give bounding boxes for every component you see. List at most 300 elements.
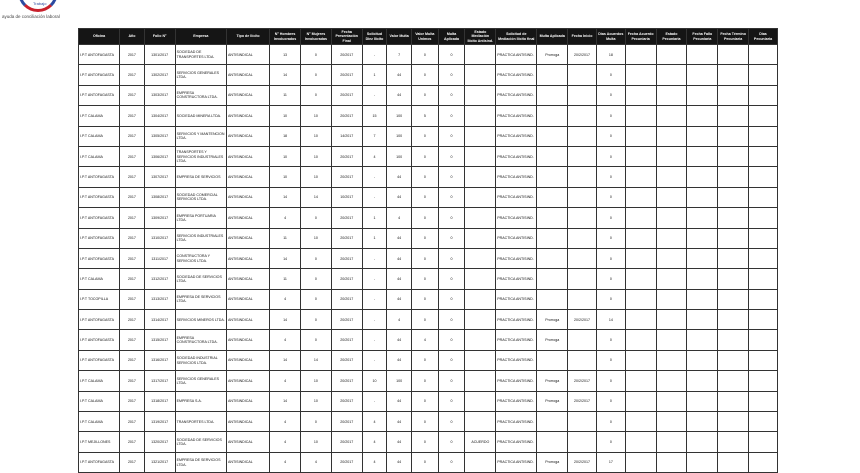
table-cell: PRACTICA ANTISIND. <box>496 432 537 452</box>
table-cell: 0 <box>300 289 331 309</box>
table-cell: ANTISINDICAL <box>226 452 269 472</box>
table-cell <box>718 248 749 268</box>
table-cell <box>625 432 656 452</box>
table-cell: 0 <box>411 391 438 411</box>
table-cell: 1314/2017 <box>144 310 175 330</box>
table-cell: I.P.T CALAMA <box>79 146 120 166</box>
table-cell: ACUERDO <box>465 432 496 452</box>
table-cell: 1308/2017 <box>144 187 175 207</box>
table-cell <box>749 269 778 289</box>
table-cell: PRACTICA ANTISIND. <box>496 65 537 85</box>
table-cell <box>749 45 778 65</box>
table-cell <box>687 371 718 391</box>
table-cell <box>465 330 496 350</box>
table-cell <box>625 146 656 166</box>
table-cell <box>465 45 496 65</box>
table-cell <box>718 45 749 65</box>
table-cell <box>749 289 778 309</box>
table-cell: 0 <box>411 45 438 65</box>
table-cell <box>465 208 496 228</box>
table-cell: 7 <box>387 45 412 65</box>
table-cell: EMPRESA PORTUARIA LTDA. <box>175 208 226 228</box>
table-cell: 44 <box>387 269 412 289</box>
table-cell: 4 <box>270 452 301 472</box>
table-cell <box>718 391 749 411</box>
table-row <box>79 310 778 330</box>
table-cell: 1 <box>362 65 387 85</box>
table-cell: - <box>362 269 387 289</box>
table-cell <box>537 248 568 268</box>
table-cell: 0 <box>411 126 438 146</box>
table-cell: PRACTICA ANTISIND. <box>496 330 537 350</box>
table-cell: 20/2017 <box>331 167 362 187</box>
table-cell: 20/2017 <box>331 65 362 85</box>
table-cell: 0 <box>411 208 438 228</box>
table-cell: SOCIEDAD DE SERVICIOS LTDA. <box>175 432 226 452</box>
table-cell <box>687 106 718 126</box>
table-cell: 0 <box>438 208 465 228</box>
table-cell: 0 <box>596 228 625 248</box>
table-cell: 0 <box>596 65 625 85</box>
table-cell: 14 <box>300 187 331 207</box>
table-cell <box>718 106 749 126</box>
table-cell <box>465 371 496 391</box>
column-header: Tipo de Ilícito <box>226 29 269 45</box>
table-cell: 0 <box>596 126 625 146</box>
table-cell: ANTISINDICAL <box>226 146 269 166</box>
table-cell: 11 <box>270 228 301 248</box>
table-cell: 0 <box>411 289 438 309</box>
table-cell <box>656 350 687 370</box>
table-cell: 2017 <box>120 106 145 126</box>
table-row <box>79 146 778 166</box>
table-cell: 20/2017 <box>331 269 362 289</box>
column-header: Empresa <box>175 29 226 45</box>
table-cell <box>568 289 597 309</box>
table-cell: PRACTICA ANTISIND. <box>496 248 537 268</box>
table-cell: 44 <box>387 350 412 370</box>
table-cell: ANTISINDICAL <box>226 330 269 350</box>
table-cell: PRACTICA ANTISIND. <box>496 412 537 432</box>
table-cell: 0 <box>596 371 625 391</box>
table-cell: 20/2/2017 <box>568 452 597 472</box>
table-cell <box>537 126 568 146</box>
table-cell: 44 <box>387 289 412 309</box>
table-cell <box>687 310 718 330</box>
table-cell <box>718 289 749 309</box>
table-cell: ANTISINDICAL <box>226 391 269 411</box>
table-cell: PRACTICA ANTISIND. <box>496 350 537 370</box>
table-cell: 18 <box>596 45 625 65</box>
column-header: Fecha Inicio <box>568 29 597 45</box>
table-cell <box>465 106 496 126</box>
table-cell <box>687 228 718 248</box>
table-cell: 2017 <box>120 412 145 432</box>
table-cell <box>625 208 656 228</box>
table-row <box>79 228 778 248</box>
table-cell: 0 <box>438 350 465 370</box>
table-row <box>79 350 778 370</box>
table-cell: 1 <box>362 208 387 228</box>
table-cell: 20/2017 <box>331 248 362 268</box>
table-cell: 0 <box>438 65 465 85</box>
table-cell: I.P.T CALAMA <box>79 391 120 411</box>
table-cell: 4 <box>270 208 301 228</box>
table-cell <box>537 167 568 187</box>
table-cell: - <box>362 248 387 268</box>
table-cell <box>656 310 687 330</box>
table-cell: - <box>362 187 387 207</box>
table-cell: 0 <box>300 269 331 289</box>
table-row <box>79 106 778 126</box>
logo <box>14 0 74 14</box>
table-cell: 2017 <box>120 146 145 166</box>
column-header: Valor Multa Unimos <box>411 29 438 45</box>
table-cell: PRACTICA ANTISIND. <box>496 126 537 146</box>
table-cell: 4 <box>411 330 438 350</box>
table-row <box>79 126 778 146</box>
table-cell: 0 <box>438 289 465 309</box>
table-cell <box>465 85 496 105</box>
table-row <box>79 330 778 350</box>
table-cell: SERVICIOS MINEROS LTDA. <box>175 310 226 330</box>
table-cell: - <box>362 350 387 370</box>
table-row <box>79 452 778 472</box>
table-cell: 10 <box>300 371 331 391</box>
table-cell <box>687 452 718 472</box>
table-cell: ANTISINDICAL <box>226 126 269 146</box>
table-cell <box>465 391 496 411</box>
table-cell: 0 <box>438 310 465 330</box>
table-cell: 0 <box>596 167 625 187</box>
table-cell: 1310/2017 <box>144 228 175 248</box>
column-header: Oficina <box>79 29 120 45</box>
table-cell <box>718 412 749 432</box>
table-cell <box>749 432 778 452</box>
table-cell: 1312/2017 <box>144 269 175 289</box>
table-cell: 0 <box>300 45 331 65</box>
table-cell: - <box>362 289 387 309</box>
table-cell: PRACTICA ANTISIND. <box>496 310 537 330</box>
table-cell <box>625 452 656 472</box>
table-cell <box>625 85 656 105</box>
table-cell <box>568 167 597 187</box>
table-cell: 1318/2017 <box>144 391 175 411</box>
table-cell: - <box>362 310 387 330</box>
table-cell: 20/2017 <box>331 106 362 126</box>
table-cell: 20/2017 <box>331 412 362 432</box>
table-cell <box>465 310 496 330</box>
table-cell <box>718 432 749 452</box>
table-cell: 1306/2017 <box>144 146 175 166</box>
table-cell: 1305/2017 <box>144 126 175 146</box>
table-cell <box>656 452 687 472</box>
table-cell: 1303/2017 <box>144 85 175 105</box>
table-cell: 10/2017 <box>331 187 362 207</box>
table-cell: 0 <box>438 187 465 207</box>
table-cell <box>625 65 656 85</box>
table-cell <box>687 65 718 85</box>
table-cell: 0 <box>438 85 465 105</box>
table-cell: 0 <box>411 269 438 289</box>
table-cell: ANTISINDICAL <box>226 248 269 268</box>
table-cell <box>656 330 687 350</box>
table-cell: 7 <box>362 126 387 146</box>
table-cell: 0 <box>596 391 625 411</box>
table-cell: ANTISINDICAL <box>226 65 269 85</box>
table-cell <box>687 208 718 228</box>
table-cell: I.P.T ANTOFAGASTA <box>79 85 120 105</box>
table-cell: Prorroga <box>537 45 568 65</box>
table-cell: 1316/2017 <box>144 350 175 370</box>
table-cell: 1320/2017 <box>144 432 175 452</box>
table-cell: 0 <box>596 106 625 126</box>
table-cell: ANTISINDICAL <box>226 45 269 65</box>
table-cell <box>749 330 778 350</box>
table-cell: 44 <box>387 248 412 268</box>
table-cell: I.P.T ANTOFAGASTA <box>79 208 120 228</box>
table-cell: 1311/2017 <box>144 248 175 268</box>
table-cell: 2017 <box>120 371 145 391</box>
table-cell: 0 <box>411 146 438 166</box>
table-cell <box>568 106 597 126</box>
table-cell <box>656 371 687 391</box>
table-cell: PRACTICA ANTISIND. <box>496 85 537 105</box>
table-cell <box>465 248 496 268</box>
table-cell: 1319/2017 <box>144 412 175 432</box>
table-cell <box>656 187 687 207</box>
table-cell: 4 <box>362 432 387 452</box>
table-cell: PRACTICA ANTISIND. <box>496 208 537 228</box>
table-cell: 4 <box>362 146 387 166</box>
table-cell: SERVICIOS GENERALES LTDA. <box>175 65 226 85</box>
table-cell <box>687 45 718 65</box>
table-cell: 4 <box>270 412 301 432</box>
table-cell <box>568 146 597 166</box>
table-cell: 0 <box>438 412 465 432</box>
column-header: Valor Multa <box>387 29 412 45</box>
table-cell: 2017 <box>120 45 145 65</box>
table-cell: 1317/2017 <box>144 371 175 391</box>
table-cell: 10 <box>300 126 331 146</box>
table-cell <box>656 228 687 248</box>
column-header: Solicitud de Mediación Ilícito final <box>496 29 537 45</box>
table-cell: 0 <box>438 371 465 391</box>
table-cell: 0 <box>596 146 625 166</box>
table-cell: PRACTICA ANTISIND. <box>496 106 537 126</box>
table-cell <box>687 187 718 207</box>
table-cell: 14 <box>270 187 301 207</box>
table-cell: 10 <box>270 146 301 166</box>
table-cell: - <box>362 330 387 350</box>
table-cell: ANTISINDICAL <box>226 432 269 452</box>
table-cell <box>656 208 687 228</box>
table-cell: EMPRESA CONSTRUCTORA LTDA. <box>175 85 226 105</box>
table-cell: PRACTICA ANTISIND. <box>496 289 537 309</box>
table-row <box>79 289 778 309</box>
table-cell: 10 <box>300 228 331 248</box>
table-cell <box>687 146 718 166</box>
table-cell: 4 <box>300 452 331 472</box>
table-cell: 14 <box>270 248 301 268</box>
table-cell: 14 <box>270 391 301 411</box>
table-cell <box>465 228 496 248</box>
table-cell: 0 <box>300 330 331 350</box>
table-cell <box>465 167 496 187</box>
table-cell <box>625 228 656 248</box>
table-cell <box>625 126 656 146</box>
table-cell: 4 <box>270 289 301 309</box>
table-cell: 1309/2017 <box>144 208 175 228</box>
table-cell: 14/2017 <box>331 126 362 146</box>
table-cell: I.P.T TOCOPILLA <box>79 289 120 309</box>
table-cell: 15 <box>362 106 387 126</box>
table-cell: I.P.T CALAMA <box>79 412 120 432</box>
table-cell <box>537 289 568 309</box>
table-cell: 0 <box>438 330 465 350</box>
table-cell <box>625 330 656 350</box>
table-cell: 10 <box>362 371 387 391</box>
table-cell: 0 <box>596 289 625 309</box>
table-cell <box>568 65 597 85</box>
column-header: Estado Pecuniaria <box>656 29 687 45</box>
table-cell: 2017 <box>120 65 145 85</box>
table-cell: 5 <box>411 106 438 126</box>
table-cell <box>625 187 656 207</box>
table-cell: 20/2/2017 <box>568 310 597 330</box>
table-cell: I.P.T CALAMA <box>79 371 120 391</box>
table-cell: 4 <box>270 371 301 391</box>
table-cell: ANTISINDICAL <box>226 269 269 289</box>
table-row <box>79 248 778 268</box>
table-cell: 1313/2017 <box>144 289 175 309</box>
table-cell: 20/2/2017 <box>568 391 597 411</box>
table-cell <box>656 412 687 432</box>
table-cell: 2017 <box>120 126 145 146</box>
table-cell: SOCIEDAD INDUSTRIAL SERVICIOS LTDA. <box>175 350 226 370</box>
table-cell: 20/2017 <box>331 330 362 350</box>
table-cell: 44 <box>387 167 412 187</box>
table-cell <box>687 248 718 268</box>
table-cell: 0 <box>438 146 465 166</box>
table-row <box>79 45 778 65</box>
table-cell <box>718 65 749 85</box>
table-cell <box>625 371 656 391</box>
table-cell: 100 <box>387 146 412 166</box>
table-cell: 0 <box>438 452 465 472</box>
table-cell <box>749 371 778 391</box>
table-cell <box>687 330 718 350</box>
table-cell: 44 <box>387 65 412 85</box>
table-row <box>79 187 778 207</box>
table-cell: 100 <box>387 106 412 126</box>
table-cell <box>687 391 718 411</box>
table-cell: - <box>362 85 387 105</box>
table-cell: 10 <box>300 167 331 187</box>
table-cell <box>465 412 496 432</box>
table-cell: ANTISINDICAL <box>226 187 269 207</box>
table-cell: ANTISINDICAL <box>226 167 269 187</box>
column-header: Días Pecuniaria <box>749 29 778 45</box>
table-cell <box>537 228 568 248</box>
table-row <box>79 85 778 105</box>
table-cell: PRACTICA ANTISIND. <box>496 391 537 411</box>
table-cell <box>625 350 656 370</box>
table-cell <box>718 167 749 187</box>
table-cell <box>568 187 597 207</box>
table-cell <box>537 350 568 370</box>
table-cell <box>749 412 778 432</box>
table-cell <box>656 289 687 309</box>
table-cell: 20/2017 <box>331 208 362 228</box>
table-cell: 20/2017 <box>331 289 362 309</box>
table-cell <box>718 126 749 146</box>
table-cell: I.P.T ANTOFAGASTA <box>79 167 120 187</box>
table-cell <box>465 452 496 472</box>
table-cell: SOCIEDAD DE SERVICIOS LTDA. <box>175 269 226 289</box>
table-cell: TRANSPORTES Y SERVICIOS INDUSTRIALES LTDA. <box>175 146 226 166</box>
column-header: N° Mujeres Involucradas <box>300 29 331 45</box>
table-cell <box>625 269 656 289</box>
table-cell: 100 <box>387 371 412 391</box>
table-cell: 1315/2017 <box>144 330 175 350</box>
table-cell <box>749 167 778 187</box>
table-row <box>79 167 778 187</box>
table-cell: 0 <box>300 208 331 228</box>
table-cell <box>749 248 778 268</box>
table-cell: 2017 <box>120 167 145 187</box>
table-cell <box>568 126 597 146</box>
table-cell: 10 <box>300 391 331 411</box>
table-cell <box>749 126 778 146</box>
table-cell: - <box>362 45 387 65</box>
table-cell <box>465 126 496 146</box>
table-cell <box>749 228 778 248</box>
table-cell <box>568 228 597 248</box>
table-cell: 0 <box>411 371 438 391</box>
table-cell: 44 <box>387 432 412 452</box>
table-cell: ANTISINDICAL <box>226 310 269 330</box>
table-cell <box>625 167 656 187</box>
table-cell: 0 <box>411 85 438 105</box>
table-cell <box>625 106 656 126</box>
table-cell: 10 <box>300 146 331 166</box>
header-row <box>79 29 778 45</box>
table-cell: SERVICIOS Y MANTENCION LTDA. <box>175 126 226 146</box>
table-cell: PRACTICA ANTISIND. <box>496 45 537 65</box>
table-cell <box>537 85 568 105</box>
table-cell: 0 <box>300 412 331 432</box>
table-cell <box>718 330 749 350</box>
table-cell: 0 <box>438 228 465 248</box>
table-cell: 0 <box>300 85 331 105</box>
table-cell: 44 <box>387 452 412 472</box>
table-cell <box>537 187 568 207</box>
table-cell <box>687 269 718 289</box>
table-cell: 0 <box>438 45 465 65</box>
table-cell: 0 <box>411 65 438 85</box>
table-cell: 2017 <box>120 452 145 472</box>
table-row <box>79 391 778 411</box>
table-cell: 0 <box>411 452 438 472</box>
table-cell: ANTISINDICAL <box>226 228 269 248</box>
table-cell <box>537 106 568 126</box>
table-cell <box>465 289 496 309</box>
table-cell: 2017 <box>120 350 145 370</box>
table-cell: 20/2017 <box>331 432 362 452</box>
table-cell <box>687 412 718 432</box>
table-cell: 20/2017 <box>331 228 362 248</box>
